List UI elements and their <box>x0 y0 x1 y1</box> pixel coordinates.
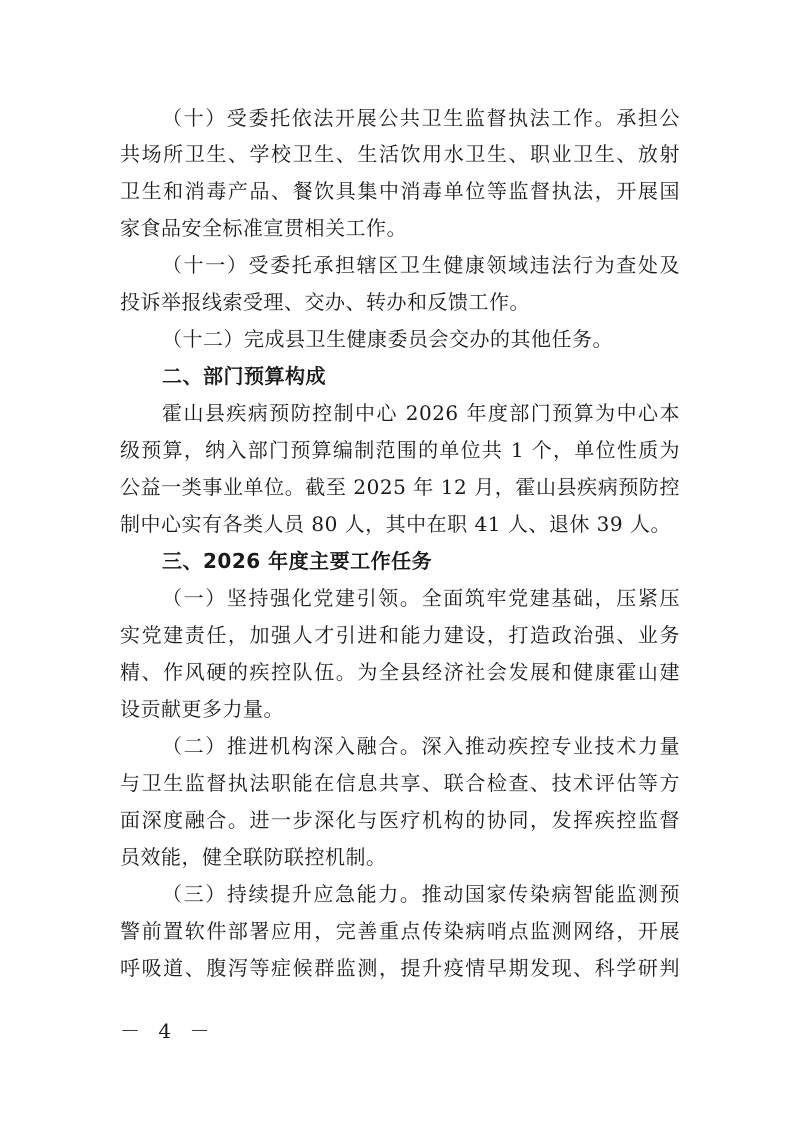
paragraph-4-line-2: 级预算，纳入部门预算编制范围的单位共 1 个，单位性质为 <box>120 438 680 462</box>
section-heading-main-tasks: 三、2026 年度主要工作任务 <box>162 549 433 573</box>
paragraph-7-line-2: 警前置软件部署应用，完善重点传染病哨点监测网络，开展 <box>120 919 680 943</box>
paragraph-5-line-1: （一）坚持强化党建引领。全面筑牢党建基础，压紧压 <box>162 586 680 610</box>
paragraph-2-line-2: 投诉举报线索受理、交办、转办和反馈工作。 <box>120 290 530 314</box>
paragraph-5-line-3: 精、作风硬的疾控队伍。为全县经济社会发展和健康霍山建 <box>120 660 680 684</box>
paragraph-2-line-1: （十一）受委托承担辖区卫生健康领域违法行为查处及 <box>162 253 680 277</box>
page-number: － 4 － <box>120 1019 216 1043</box>
paragraph-1-line-3: 卫生和消毒产品、餐饮具集中消毒单位等监督执法，开展国 <box>120 179 680 203</box>
paragraph-5-line-4: 设贡献更多力量。 <box>120 697 284 721</box>
paragraph-7-line-3: 呼吸道、腹泻等症候群监测，提升疫情早期发现、科学研判 <box>120 956 680 980</box>
paragraph-3-line-1: （十二）完成县卫生健康委员会交办的其他任务。 <box>162 327 613 351</box>
paragraph-1-line-2: 共场所卫生、学校卫生、生活饮用水卫生、职业卫生、放射 <box>120 142 680 166</box>
paragraph-6-line-2: 与卫生监督执法职能在信息共享、联合检查、技术评估等方 <box>120 771 680 795</box>
paragraph-6-line-1: （二）推进机构深入融合。深入推动疾控专业技术力量 <box>162 734 680 758</box>
paragraph-4-line-4: 制中心实有各类人员 80 人，其中在职 41 人、退休 39 人。 <box>120 512 671 536</box>
paragraph-1-line-1: （十）受委托依法开展公共卫生监督执法工作。承担公 <box>162 106 680 130</box>
paragraph-4-line-3: 公益一类事业单位。截至 2025 年 12 月，霍山县疾病预防控 <box>120 475 680 499</box>
section-heading-budget-structure: 二、部门预算构成 <box>162 364 326 388</box>
paragraph-6-line-4: 员效能，健全联防联控机制。 <box>120 845 387 869</box>
paragraph-4-line-1: 霍山县疾病预防控制中心 2026 年度部门预算为中心本 <box>162 401 680 425</box>
paragraph-7-line-1: （三）持续提升应急能力。推动国家传染病智能监测预 <box>162 882 680 906</box>
paragraph-1-line-4: 家食品安全标准宣贯相关工作。 <box>120 216 407 240</box>
paragraph-5-line-2: 实党建责任，加强人才引进和能力建设，打造政治强、业务 <box>120 623 680 647</box>
paragraph-6-line-3: 面深度融合。进一步深化与医疗机构的协同，发挥疾控监督 <box>120 808 680 832</box>
